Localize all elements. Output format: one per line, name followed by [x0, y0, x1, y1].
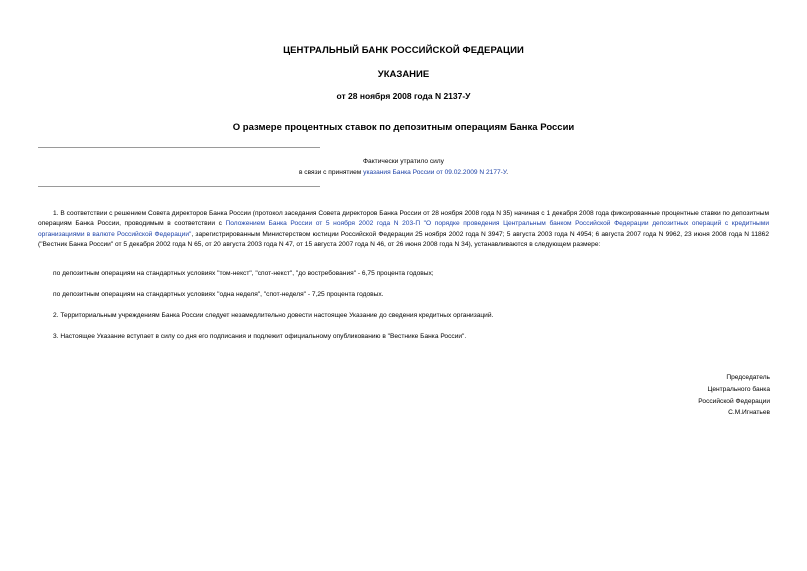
paragraph-4-text: 2. Территориальным учреждениям Банка России следует незамедлительно довести настоящее Указание до сведения кредитных организаций.: [53, 312, 494, 319]
paragraph-2-text: по депозитным операциям на стандартных условиях "том-некст", "спот-некст", "до востребования" - 6,75 процента годовых;: [53, 270, 434, 277]
paragraph-4: [38, 311, 769, 321]
bottom-divider: [38, 186, 320, 187]
paragraph-5-text: 3. Настоящее Указание вступает в силу со дня его подписания и подлежит официальному опубликованию в "Вестнике Банка России".: [53, 333, 467, 340]
status-note-line1: Фактически утратило силу: [363, 158, 444, 165]
org-title: ЦЕНТРАЛЬНЫЙ БАНК РОССИЙСКОЙ ФЕДЕРАЦИИ: [283, 45, 524, 56]
signature-block: [560, 372, 770, 419]
regulation-link[interactable]: Положением Банка России от 5 ноября 2002 года N 203-П "О порядке проведения Центральным банком Российской Федерации депозитных операций с кредитными организациями в валюте Российской Федерации": [38, 220, 770, 238]
paragraph-3: [38, 290, 769, 300]
status-note-suffix: .: [506, 169, 509, 176]
signature-line-1: Председатель: [726, 374, 770, 381]
paragraph-1-text-a: 1. В соответствии с решением Совета директоров Банка России (протокол заседания Совета директоров Банка России от 28 ноября 2008 года N 35) начиная с 1 декабря 2008 года фиксированные процентные ставки по депозитным операциям Банка России, проводимым в соответствии с: [38, 210, 769, 228]
paragraph-1-text-b: , зарегистрированным Министерством юстиции Российской Федерации 25 ноября 2002 года N 3947; 5 августа 2003 года N 4954; 6 августа 2007 года N 9962, 23 июня 2008 года N 11862 ("Вестник Банка России" от 5 декабря 2002 года N 65, от 20 августа 2003 года N 47, от 15 августа 2007 года N 46, от 26 июня 2008 года N 34), устанавливаются в следующем размере:: [38, 230, 770, 249]
doc-type-title: УКАЗАНИЕ: [377, 69, 430, 80]
doc-date-number: от 28 ноября 2008 года N 2137-У: [336, 91, 471, 101]
doc-subject-title: О размере процентных ставок по депозитным операциям Банка России: [232, 122, 575, 133]
signature-line-2: Центрального банка: [707, 385, 770, 393]
paragraph-5: [38, 332, 769, 342]
paragraph-2: [38, 269, 769, 279]
paragraph-3-text: по депозитным операциям на стандартных условиях "одна неделя", "спот-неделя" - 7,25 процента годовых.: [53, 291, 384, 298]
status-note-prefix: в связи с принятием: [298, 169, 364, 176]
signature-line-3: Российской Федерации: [698, 397, 770, 405]
repeal-link[interactable]: указания Банка России от 09.02.2009 N 2177-У: [363, 169, 507, 176]
paragraph-1: [38, 209, 769, 251]
status-note-line2: [0, 169, 807, 176]
top-divider: [38, 147, 320, 148]
signature-line-4: С.М.Игнатьев: [728, 409, 770, 417]
